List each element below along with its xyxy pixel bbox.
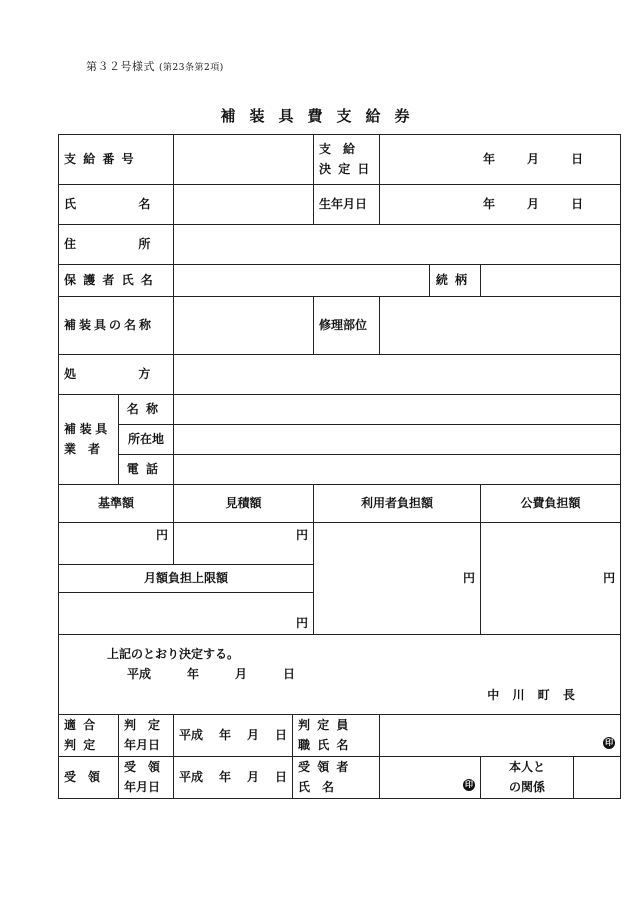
label-relationship-b: の関係 bbox=[509, 779, 546, 794]
label-judge-a: 判定員 bbox=[298, 717, 356, 732]
label-judgment-date-a: 判 定 bbox=[124, 717, 161, 732]
year-unit: 年 bbox=[218, 727, 231, 742]
decision-block bbox=[59, 635, 621, 715]
year-unit: 年 bbox=[483, 196, 496, 211]
year-unit: 年 bbox=[187, 666, 200, 681]
month-unit: 月 bbox=[246, 769, 259, 784]
field-address[interactable] bbox=[174, 225, 621, 265]
label-vendor-phone: 電話 bbox=[119, 455, 174, 485]
row-vendor-name bbox=[59, 395, 621, 425]
label-prescription-text: 処方 bbox=[64, 366, 213, 381]
label-receiver-b: 氏 名 bbox=[298, 779, 335, 794]
day-unit: 日 bbox=[274, 769, 287, 784]
field-device-name[interactable] bbox=[174, 297, 314, 355]
decision-statement: 上記のとおり決定する。 bbox=[107, 647, 240, 661]
label-payment-number: 支給番号 bbox=[59, 135, 174, 185]
label-birth-date: 生年月日 bbox=[314, 185, 380, 225]
label-relationship bbox=[481, 757, 574, 799]
row-payment-number bbox=[59, 135, 621, 185]
label-approval bbox=[59, 715, 119, 757]
field-user-burden[interactable] bbox=[314, 523, 481, 635]
label-approval-b: 判定 bbox=[64, 737, 103, 752]
voucher-form bbox=[58, 134, 621, 799]
row-vendor-location bbox=[59, 425, 621, 455]
row-name bbox=[59, 185, 621, 225]
label-vendor-a: 補装具 bbox=[64, 421, 111, 436]
yen-unit: 円 bbox=[155, 528, 168, 542]
field-judgment-date[interactable] bbox=[174, 715, 293, 757]
field-payment-number[interactable] bbox=[174, 135, 314, 185]
form-number-text: 第３２号様式 bbox=[86, 60, 155, 73]
field-repair-part[interactable] bbox=[380, 297, 621, 355]
yen-unit: 円 bbox=[603, 570, 616, 585]
field-judge[interactable] bbox=[380, 715, 621, 757]
label-judgment-date-b: 年月日 bbox=[124, 737, 161, 752]
label-decision-date-a: 支 給 bbox=[319, 141, 356, 156]
day-unit: 日 bbox=[571, 151, 584, 166]
label-repair-part: 修理部位 bbox=[314, 297, 380, 355]
label-vendor-b: 業 者 bbox=[64, 441, 101, 456]
label-standard-amount: 基準額 bbox=[59, 485, 174, 523]
field-vendor-name[interactable] bbox=[174, 395, 621, 425]
label-address bbox=[59, 225, 213, 265]
label-decision-date bbox=[314, 135, 380, 185]
field-vendor-phone[interactable] bbox=[174, 455, 621, 485]
row-device bbox=[59, 297, 621, 355]
era-label: 平成 bbox=[179, 769, 204, 784]
label-address-text: 住所 bbox=[64, 236, 213, 251]
label-approval-a: 適合 bbox=[64, 717, 103, 732]
yen-unit: 円 bbox=[296, 528, 309, 542]
month-unit: 月 bbox=[527, 196, 540, 211]
year-unit: 年 bbox=[218, 769, 231, 784]
field-vendor-location[interactable] bbox=[174, 425, 621, 455]
field-monthly-cap[interactable] bbox=[59, 593, 314, 635]
label-relation: 続柄 bbox=[430, 265, 481, 297]
form-number bbox=[86, 58, 224, 74]
document-title: 補装具費支給券 bbox=[220, 107, 424, 125]
label-name-text: 氏名 bbox=[64, 196, 213, 211]
yen-unit: 円 bbox=[463, 570, 476, 585]
row-amount-values bbox=[59, 523, 621, 565]
row-approval bbox=[59, 715, 621, 757]
field-receiver[interactable] bbox=[380, 757, 481, 799]
month-unit: 月 bbox=[246, 727, 259, 742]
year-unit: 年 bbox=[483, 151, 496, 166]
label-receipt: 受領 bbox=[59, 757, 119, 799]
label-receiver-a: 受領者 bbox=[298, 759, 356, 774]
row-prescription bbox=[59, 355, 621, 395]
label-vendor-location: 所在地 bbox=[119, 425, 174, 455]
field-relation[interactable] bbox=[481, 265, 621, 297]
label-user-burden: 利用者負担額 bbox=[314, 485, 481, 523]
label-judgment-date bbox=[119, 715, 174, 757]
day-unit: 日 bbox=[571, 196, 584, 211]
label-receipt-date-b: 年月日 bbox=[124, 779, 161, 794]
row-address bbox=[59, 225, 621, 265]
field-birth-date[interactable] bbox=[380, 185, 621, 225]
field-receipt-date[interactable] bbox=[174, 757, 293, 799]
field-estimate-amount[interactable] bbox=[174, 523, 314, 565]
row-decision bbox=[59, 635, 621, 715]
field-guardian-name[interactable] bbox=[174, 265, 430, 297]
label-public-burden: 公費負担額 bbox=[481, 485, 621, 523]
label-receiver bbox=[293, 757, 380, 799]
label-guardian-name: 保護者氏名 bbox=[59, 265, 174, 297]
row-guardian bbox=[59, 265, 621, 297]
label-receipt-date bbox=[119, 757, 174, 799]
day-unit: 日 bbox=[274, 727, 287, 742]
label-judge bbox=[293, 715, 380, 757]
label-monthly-cap: 月額負担上限額 bbox=[59, 565, 314, 593]
label-decision-date-b: 決定日 bbox=[319, 161, 377, 176]
decision-date[interactable] bbox=[127, 665, 588, 685]
field-decision-date[interactable] bbox=[380, 135, 621, 185]
label-estimate-amount: 見積額 bbox=[174, 485, 314, 523]
field-public-burden[interactable] bbox=[481, 523, 621, 635]
field-standard-amount[interactable] bbox=[59, 523, 174, 565]
field-prescription[interactable] bbox=[174, 355, 621, 395]
label-judge-b: 職氏名 bbox=[298, 737, 356, 752]
yen-unit: 円 bbox=[296, 616, 309, 631]
row-receipt bbox=[59, 757, 621, 799]
month-unit: 月 bbox=[235, 666, 248, 681]
era-label: 平成 bbox=[179, 727, 204, 742]
field-relationship[interactable] bbox=[574, 757, 621, 799]
label-relationship-a: 本人と bbox=[509, 759, 546, 774]
mayor-signature: 中川町長 bbox=[487, 688, 589, 703]
month-unit: 月 bbox=[527, 151, 540, 166]
label-prescription bbox=[59, 355, 213, 395]
form-reference: (第23条第2項) bbox=[159, 63, 224, 73]
label-device-name: 補装具の名称 bbox=[59, 297, 174, 355]
day-unit: 日 bbox=[283, 666, 296, 681]
row-vendor-phone bbox=[59, 455, 621, 485]
seal-icon: 印 bbox=[465, 779, 474, 789]
era-label: 平成 bbox=[127, 666, 152, 681]
label-vendor bbox=[59, 395, 119, 485]
label-name bbox=[59, 185, 213, 225]
label-vendor-name: 名称 bbox=[119, 395, 174, 425]
row-amount-headers bbox=[59, 485, 621, 523]
seal-icon: 印 bbox=[605, 737, 614, 747]
label-receipt-date-a: 受 領 bbox=[124, 759, 161, 774]
